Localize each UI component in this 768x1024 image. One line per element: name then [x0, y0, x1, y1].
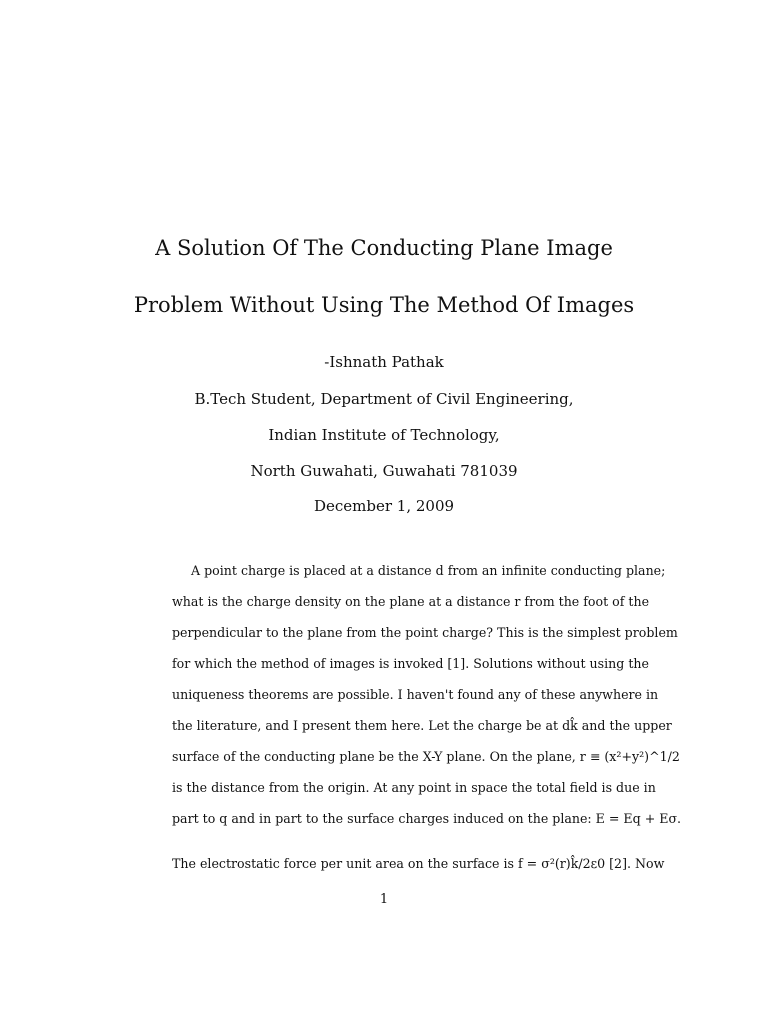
- title-line-2: Problem Without Using The Method Of Images: [133, 293, 635, 317]
- affiliation-line-3: North Guwahati, Guwahati 781039: [250, 462, 518, 480]
- body-line: perpendicular to the plane from the point charge? This is the simplest problem: [172, 625, 678, 640]
- body-line: surface of the conducting plane be the X-Y plane. On the plane, r ≡ (x²+y²)^1/2: [172, 749, 680, 764]
- body-line: the literature, and I present them here. Let the charge be at dk̂ and the upper: [172, 718, 672, 733]
- body-line: is the distance from the origin. At any point in space the total field is due in: [172, 780, 656, 795]
- title-line-1: A Solution Of The Conducting Plane Image: [155, 236, 613, 260]
- body-line: for which the method of images is invoked [1]. Solutions without using the: [172, 656, 649, 671]
- body-paragraph: [172, 555, 682, 879]
- date: December 1, 2009: [313, 497, 455, 515]
- body-line: part to q and in part to the surface charges induced on the plane: E = Eq + Eσ.: [172, 811, 682, 826]
- author: -Ishnath Pathak: [324, 353, 444, 371]
- affiliation-line-1: B.Tech Student, Department of Civil Engineering,: [194, 390, 574, 408]
- body-line: A point charge is placed at a distance d from an infinite conducting plane;: [191, 563, 666, 578]
- body-line: The electrostatic force per unit area on the surface is f = σ²(r)k̂/2ε0 [2]. Now: [172, 856, 665, 871]
- body-line: what is the charge density on the plane at a distance r from the foot of the: [172, 594, 650, 609]
- page-number: 1: [379, 892, 389, 907]
- body-line: uniqueness theorems are possible. I haven't found any of these anywhere in: [172, 687, 659, 702]
- affiliation-line-2: Indian Institute of Technology,: [268, 426, 500, 444]
